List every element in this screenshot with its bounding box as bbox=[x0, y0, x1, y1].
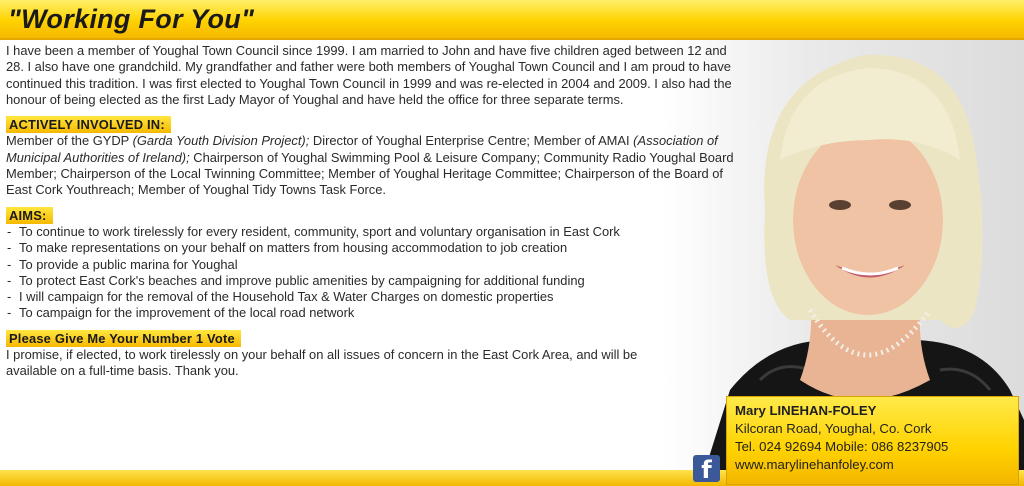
aims-list-item: - To continue to work tirelessly for every resident, community, sport and voluntary organisation in East Cork bbox=[6, 224, 746, 240]
aims-list-item: - I will campaign for the removal of the Household Tax & Water Charges on domestic properties bbox=[6, 289, 746, 305]
aims-list-item: - To provide a public marina for Youghal bbox=[6, 257, 746, 273]
aims-list-item: - To protect East Cork's beaches and improve public amenities by campaigning for additional funding bbox=[6, 273, 746, 289]
header-bar bbox=[0, 0, 1024, 40]
involved-text-5: Chairperson of Youghal Swimming Pool & Leisure Company; Community Radio Youghal Board Member; Chairperson of the Local Twinning Committee; Member of Youghal Heritage Committee; Chairperson of the Board of East Cork Youthreach; Member of Youghal Tidy Towns Task Force. bbox=[6, 149, 734, 198]
page-title: "Working For You" bbox=[8, 4, 255, 34]
aims-heading: AIMS: bbox=[6, 207, 53, 224]
involved-text-2: (Garda Youth Division Project); bbox=[132, 133, 310, 149]
involved-heading: ACTIVELY INVOLVED IN: bbox=[6, 116, 171, 133]
intro-paragraph: I have been a member of Youghal Town Council since 1999. I am married to John and have five children aged between 12 and 28. I also have one grandchild. My grandfather and father were both members of Youghal Town Council and I am proud to have continued this tradition. I was first elected to Youghal Town Council in 1999 and was re-elected in 2004 and 2009. I also had the honour of being elected as the first Lady Mayor of Youghal and have held the office for three separate terms. bbox=[6, 43, 732, 107]
aims-list bbox=[6, 224, 746, 322]
involved-text-4: (Association of Municipal Authorities of Ireland); bbox=[6, 133, 718, 165]
vote-heading: Please Give Me Your Number 1 Vote bbox=[6, 330, 241, 347]
involved-paragraph bbox=[6, 133, 746, 198]
candidate-phones: Tel. 024 92694 Mobile: 086 8237905 bbox=[735, 439, 949, 454]
vote-paragraph: I promise, if elected, to work tirelessly on your behalf on all issues of concern in the East Cork Area, and will be available on a full-time basis. Thank you. bbox=[6, 347, 638, 379]
involved-text-1: Member of the GYDP bbox=[6, 133, 133, 149]
candidate-address: Kilcoran Road, Youghal, Co. Cork bbox=[735, 421, 932, 436]
aims-list-item: - To campaign for the improvement of the local road network bbox=[6, 305, 746, 321]
aims-list-item: - To make representations on your behalf on matters from housing accommodation to job creation bbox=[6, 240, 746, 256]
facebook-icon[interactable]: f bbox=[693, 455, 720, 482]
main-content bbox=[6, 43, 746, 380]
contact-box bbox=[726, 396, 1019, 485]
involved-text-3: Director of Youghal Enterprise Centre; Member of AMAI bbox=[309, 133, 634, 149]
candidate-website-link[interactable]: www.marylinehanfoley.com bbox=[735, 457, 894, 472]
candidate-name: Mary LINEHAN-FOLEY bbox=[735, 403, 877, 418]
